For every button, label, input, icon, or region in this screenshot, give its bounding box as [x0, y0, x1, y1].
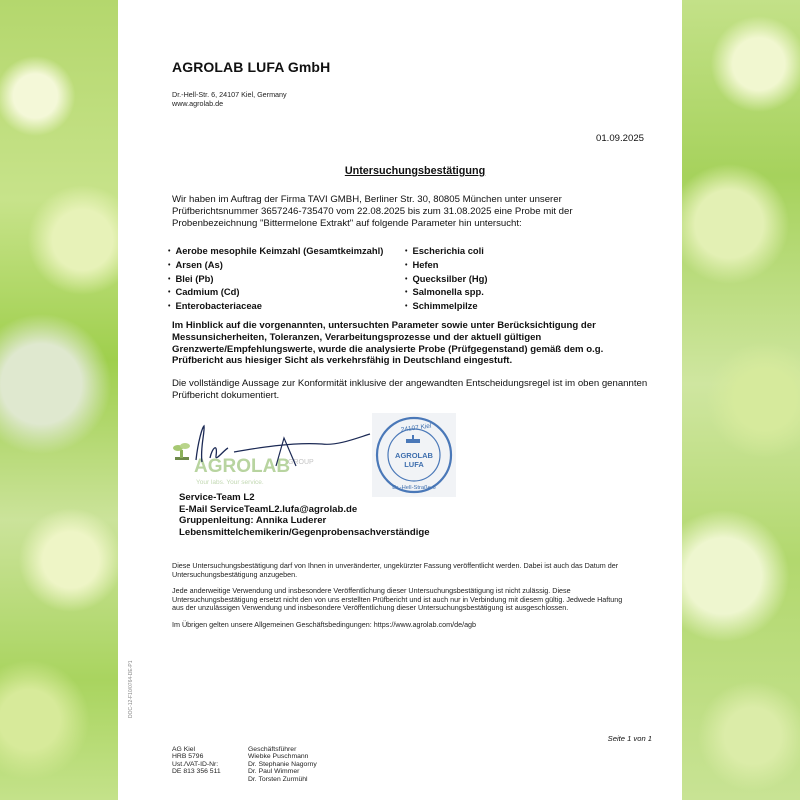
parameter-item: • Cadmium (Cd)	[168, 286, 408, 300]
parameter-column-right	[405, 245, 605, 314]
background-left-melon-image	[0, 0, 118, 800]
disclaimer-line: aus der unzulässigen Verwendung und insbesondere Veröffentlichung dieser Untersuchungsbestätigung ist ausgeschlossen.	[172, 603, 569, 613]
conclusion-line: Messunsicherheiten, Toleranzen, Verarbeitungsprozesse und der aktuell gültigen	[172, 331, 542, 343]
disclaimer-line: Untersuchungsbestätigung ersetzt nicht den von uns erstellten Prüfbericht und ist auch nur in Verbindung mit diesem gültig. Jedwede Haftung	[172, 594, 623, 604]
signer-team: Service-Team L2	[179, 492, 255, 503]
disclaimer-line: Diese Untersuchungsbestätigung darf von Ihnen in unveränderter, ungekürzter Fassung veröffentlicht werden. Dabei ist auch das Datum der	[172, 561, 619, 570]
plant-icon	[173, 443, 190, 460]
footer-line: Ust./VAT-ID-Nr:	[172, 760, 219, 768]
company-website: www.agrolab.de	[172, 98, 224, 108]
parameter-item: • Escherichia coli	[405, 245, 605, 259]
logo-group-text: GROUP	[288, 459, 314, 466]
footer-line: AG Kiel	[172, 746, 196, 753]
document-heading: Untersuchungsbestätigung	[344, 165, 486, 177]
disclaimer-line: Jede anderweitige Verwendung und insbesondere Veröffentlichung dieser Untersuchungsbestätigung ist nicht zulässig. Diese	[172, 586, 571, 595]
conclusion-paragraph	[172, 320, 656, 367]
parameter-item: • Enterobacteriaceae	[168, 300, 408, 314]
parameter-item: • Arsen (As)	[168, 259, 408, 273]
company-address-block	[172, 91, 287, 108]
footer-management	[248, 746, 317, 783]
signer-email: E-Mail ServiceTeamL2.lufa@agrolab.de	[179, 503, 358, 515]
footer-line: HRB 5796	[172, 753, 204, 761]
signer-role: Lebensmittelchemikerin/Gegenprobensachverständige	[179, 526, 430, 538]
intro-line: Wir haben im Auftrag der Firma TAVI GMBH, Berliner Str. 30, 80805 München unter unserer	[172, 194, 562, 205]
signer-lead: Gruppenleitung: Annika Luderer	[179, 515, 327, 526]
stamp-top-text: 24107 Kiel	[400, 422, 432, 434]
logo-tagline: Your labs. Your service.	[196, 479, 264, 486]
document-date: 01.09.2025	[595, 133, 644, 144]
document-code: DOC-12-F10/0764-DE-P1	[128, 660, 134, 718]
parameter-item: • Schimmelpilze	[405, 300, 605, 314]
intro-paragraph	[172, 194, 656, 230]
company-name: AGROLAB LUFA GmbH	[172, 59, 331, 75]
footer-line: Wiebke Puschmann	[248, 753, 309, 761]
official-stamp	[372, 413, 456, 497]
disclaimer-publication	[172, 562, 656, 579]
conformity-line: Prüfbericht dokumentiert.	[172, 389, 280, 401]
background-right-melon-image	[682, 0, 800, 800]
parameter-item: • Quecksilber (Hg)	[405, 273, 605, 287]
intro-line: Probenbezeichnung "Bittermelone Extrakt" auf folgende Parameter hin untersucht:	[172, 218, 522, 229]
parameter-item: • Hefen	[405, 259, 605, 273]
stamp-line-2: LUFA	[404, 460, 424, 469]
conclusion-line: Grenzwerte/Empfehlungswerte, wurde die analysierte Probe (Prüfgegenstand) gemäß dem o.g.	[172, 343, 604, 355]
conclusion-line: Prüfbericht aus hiesiger Sicht als verkehrsfähig in Deutschland eingestuft.	[172, 355, 513, 367]
conformity-paragraph	[172, 378, 656, 402]
stamp-line-1: AGROLAB	[395, 451, 433, 460]
parameter-item: • Blei (Pb)	[168, 273, 408, 287]
footer-line: Dr. Stephanie Nagorny	[248, 760, 317, 768]
page-number: Seite 1 von 1	[607, 734, 652, 743]
document-page	[118, 0, 682, 800]
signer-block	[179, 492, 430, 538]
footer-line: Dr. Torsten Zurmühl	[248, 775, 308, 783]
disclaimer-line: Untersuchungsbestätigung anzugeben.	[172, 569, 298, 579]
company-address: Dr.-Hell-Str. 6, 24107 Kiel, Germany	[172, 90, 287, 99]
agrolab-logo-with-signature	[172, 420, 372, 490]
footer-registration	[172, 746, 221, 776]
parameter-item: • Aerobe mesophile Keimzahl (Gesamtkeimzahl)	[168, 245, 408, 259]
disclaimer-usage	[172, 587, 656, 613]
parameter-item: • Salmonella spp.	[405, 286, 605, 300]
logo-brand-text: AGROLAB	[194, 456, 291, 477]
footer-line: DE 813 356 511	[172, 768, 221, 776]
disclaimer-terms: Im Übrigen gelten unsere Allgemeinen Geschäftsbedingungen: https://www.agrolab.com/de/agb	[172, 620, 477, 629]
footer-line: Geschäftsführer	[248, 746, 297, 753]
intro-line: Prüfberichtsnummer 3657246-735470 vom 22.08.2025 bis zum 31.08.2025 eine Probe mit der	[172, 206, 573, 217]
parameter-column-left	[168, 245, 408, 314]
stamp-bottom-text: Dr.-Hell-Straße 6	[392, 485, 436, 491]
conclusion-line: Im Hinblick auf die vorgenannten, untersuchten Parameter sowie unter Berücksichtigung der	[172, 320, 596, 331]
conformity-line: Die vollständige Aussage zur Konformität inklusive der angewandten Entscheidungsregel ist im oben genannten	[172, 378, 648, 389]
footer-line: Dr. Paul Wimmer	[248, 768, 300, 776]
